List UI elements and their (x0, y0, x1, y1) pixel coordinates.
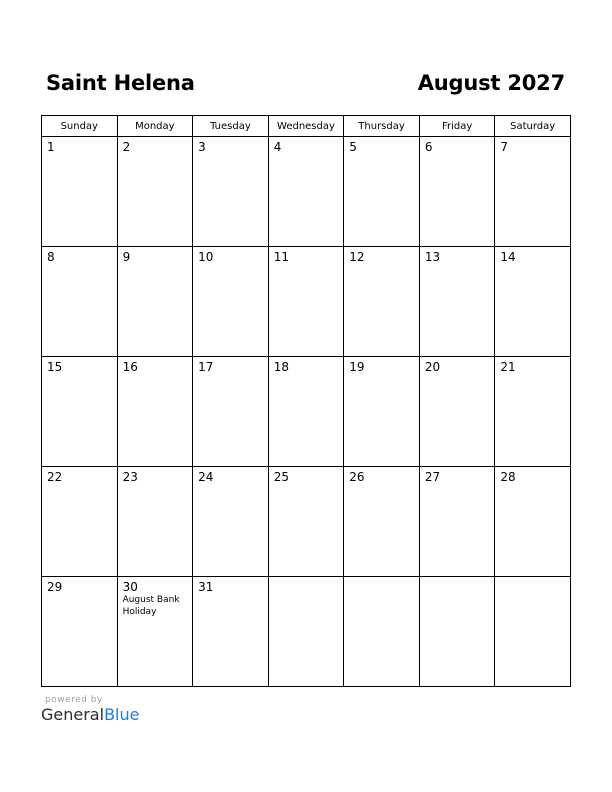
day-cell (419, 577, 495, 687)
powered-by-label: powered by (45, 695, 103, 705)
day-number: 8 (47, 250, 55, 264)
day-cell (42, 137, 118, 247)
weekday-friday: Friday (419, 116, 495, 137)
day-number: 6 (424, 140, 433, 154)
day-number: 29 (47, 580, 63, 594)
day-cell (495, 577, 571, 687)
day-number (495, 577, 570, 580)
holiday-label: Holiday (122, 607, 157, 617)
weekday-sunday: Sunday (42, 116, 118, 137)
footer-branding (41, 695, 139, 725)
day-number: 28 (500, 470, 516, 484)
calendar-grid (41, 115, 571, 687)
weekday-tuesday: Tuesday (193, 116, 269, 137)
weekday-header-row (42, 116, 571, 137)
day-cell (42, 577, 118, 687)
day-cell (268, 467, 344, 577)
day-cell (193, 577, 269, 687)
day-cell (495, 467, 571, 577)
day-cell (117, 247, 193, 357)
day-number: 2 (122, 140, 131, 154)
day-number: 1 (47, 140, 55, 154)
day-number (420, 577, 495, 580)
day-cell (495, 357, 571, 467)
day-number: 24 (198, 470, 214, 484)
generalblue-logo[interactable] (41, 705, 139, 725)
week-row (42, 247, 571, 357)
week-row (42, 467, 571, 577)
day-number: 10 (198, 250, 214, 264)
day-number: 16 (122, 360, 138, 374)
calendar-header (0, 68, 612, 102)
day-number: 5 (349, 140, 357, 154)
day-cell (117, 137, 193, 247)
day-cell (344, 137, 420, 247)
week-row (42, 137, 571, 247)
day-number: 12 (349, 250, 365, 264)
day-cell (344, 577, 420, 687)
day-number: 26 (349, 470, 365, 484)
day-cell (42, 247, 118, 357)
day-cell (344, 247, 420, 357)
week-row (42, 357, 571, 467)
day-cell (268, 137, 344, 247)
weekday-saturday: Saturday (495, 116, 571, 137)
day-number: 22 (47, 470, 63, 484)
day-cell (419, 467, 495, 577)
day-number (344, 577, 419, 580)
day-cell (193, 357, 269, 467)
weekday-monday: Monday (117, 116, 193, 137)
holiday-label: August Bank (122, 595, 180, 605)
day-cell (344, 357, 420, 467)
weekday-thursday: Thursday (344, 116, 420, 137)
day-number: 30 (122, 580, 138, 594)
day-cell (344, 467, 420, 577)
day-number: 15 (47, 360, 63, 374)
day-number: 23 (122, 470, 138, 484)
day-cell (495, 247, 571, 357)
day-cell (419, 137, 495, 247)
logo-general-text: General (41, 705, 105, 724)
day-cell (42, 357, 118, 467)
day-number: 9 (122, 250, 131, 264)
day-cell (495, 137, 571, 247)
day-cell (419, 357, 495, 467)
day-number: 21 (500, 360, 516, 374)
day-cell (117, 467, 193, 577)
day-number (269, 577, 344, 580)
day-cell (117, 577, 193, 687)
day-cell (193, 137, 269, 247)
day-cell (268, 577, 344, 687)
day-number: 27 (424, 470, 441, 484)
weekday-wednesday: Wednesday (268, 116, 344, 137)
day-number: 18 (273, 360, 289, 374)
day-cell (268, 357, 344, 467)
day-number: 11 (273, 250, 289, 264)
day-cell (419, 247, 495, 357)
day-cell (193, 467, 269, 577)
week-row (42, 577, 571, 687)
day-number: 25 (273, 470, 289, 484)
day-number: 17 (198, 360, 214, 374)
day-number: 20 (424, 360, 441, 374)
day-number: 7 (500, 140, 509, 154)
country-title: Saint Helena (46, 71, 195, 95)
day-number: 14 (500, 250, 516, 264)
day-number: 31 (198, 580, 214, 594)
day-number: 3 (198, 140, 206, 154)
logo-blue-text: Blue (104, 705, 140, 724)
day-number: 19 (349, 360, 365, 374)
day-cell (193, 247, 269, 357)
month-year-title: August 2027 (417, 71, 565, 95)
day-cell (117, 357, 193, 467)
day-number: 4 (273, 140, 282, 154)
day-number: 13 (424, 250, 441, 264)
day-cell (42, 467, 118, 577)
day-cell (268, 247, 344, 357)
